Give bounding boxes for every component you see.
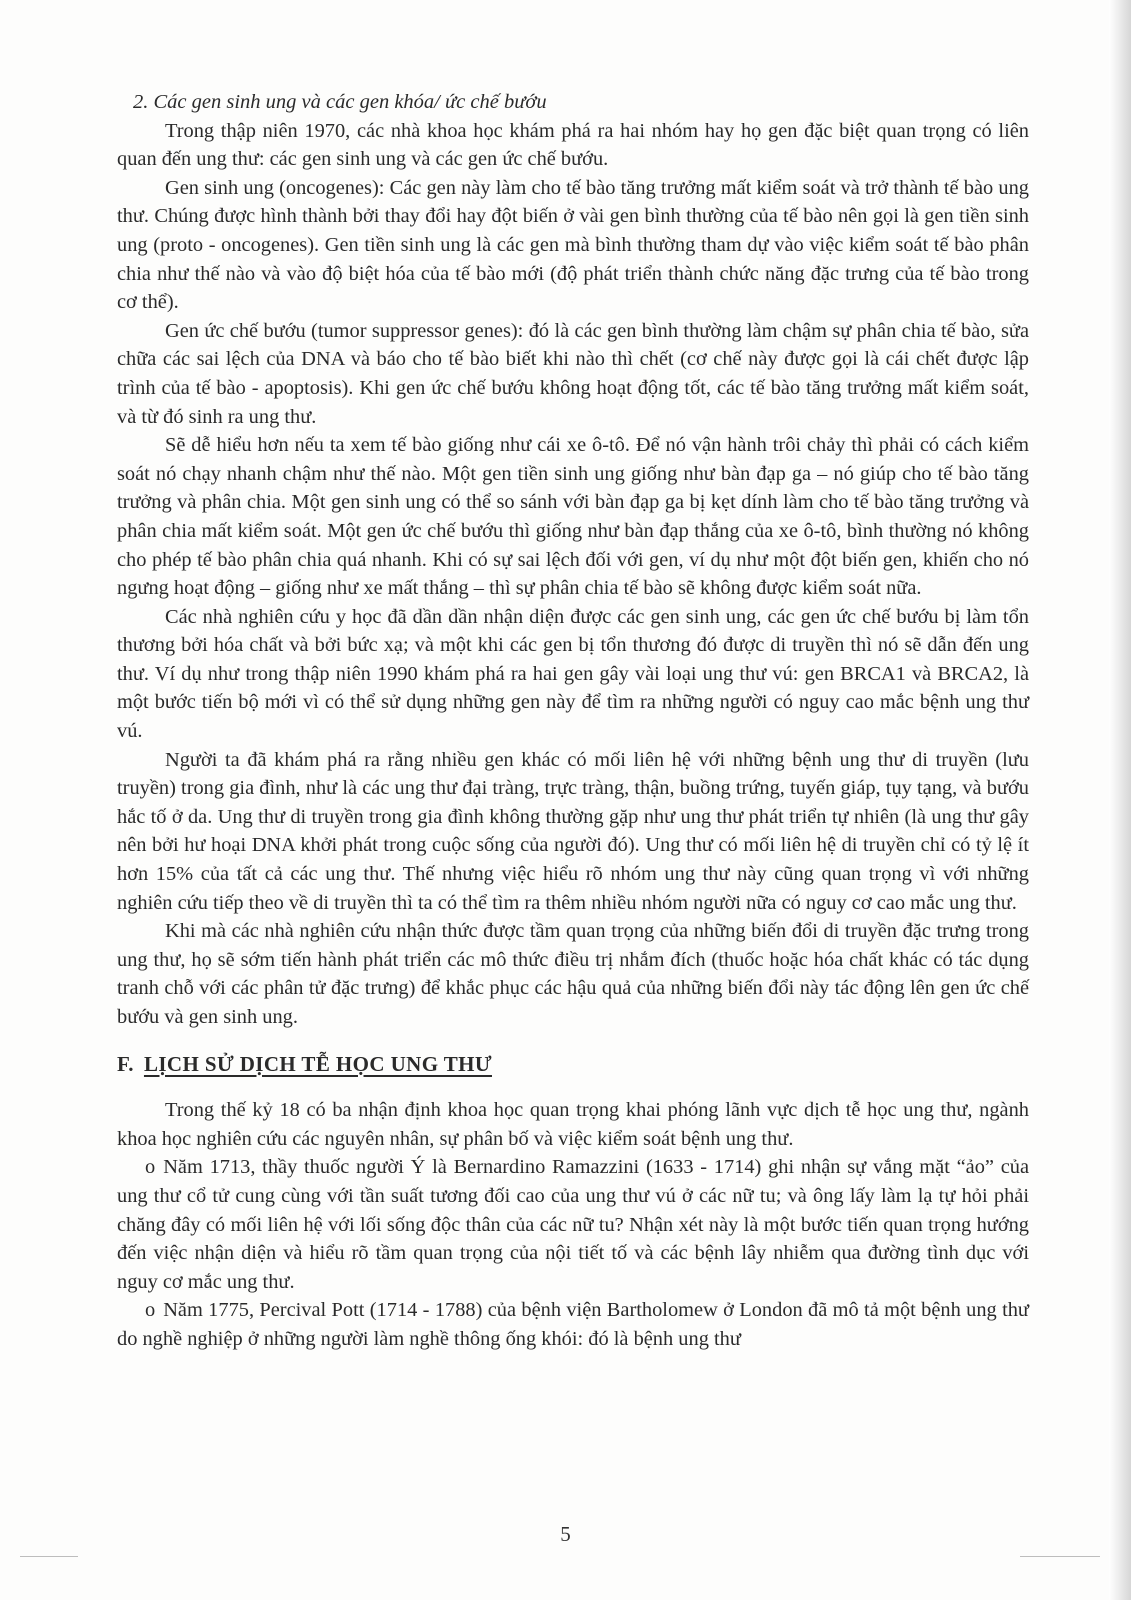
footer-rule (20, 1556, 78, 1557)
paragraph: Sẽ dễ hiểu hơn nếu ta xem tế bào giống như cái xe ô-tô. Để nó vận hành trôi chảy thì phải có cách kiểm soát nó chạy nhanh chậm như thế nào. Một gen tiền sinh ung giống như bàn đạp ga – nó giúp cho tế bào tăng trưởng và phân chia. Một gen sinh ung có thể so sánh với bàn đạp ga bị kẹt dính làm cho tế bào tăng trưởng và phân chia mất kiểm soát. Một gen ức chế bướu thì giống như bàn đạp thắng của xe ô-tô, bình thường nó không cho phép tế bào phân chia quá nhanh. Khi có sự sai lệch đối với gen, ví dụ như một đột biến gen, khiến cho nó ngưng hoạt động – giống như xe mất thắng – thì sự phân chia tế bào sẽ không được kiểm soát nữa. (117, 434, 1029, 600)
section-letter: F. (117, 1051, 134, 1076)
paragraph: Trong thập niên 1970, các nhà khoa học khám phá ra hai nhóm hay họ gen đặc biệt quan trọng có liên quan đến ung thư: các gen sinh ung và các gen ức chế bướu. (117, 119, 1029, 171)
bullet-item (117, 1296, 1029, 1353)
subsection-title: 2. Các gen sinh ung và các gen khóa/ ức chế bướu (133, 91, 547, 113)
section-heading (117, 1050, 1029, 1079)
bullet-mark: o (145, 1156, 156, 1179)
paragraph: Các nhà nghiên cứu y học đã dần dần nhận diện được các gen sinh ung, các gen ức chế bướu bị làm tổn thương bởi hóa chất và bởi bức xạ; và một khi các gen bị tổn thương đó được di truyền thì nó sẽ dẫn đến ung thư. Ví dụ như trong thập niên 1990 khám phá ra hai gen gây vài loại ung thư vú: gen BRCA1 và BRCA2, là một bước tiến bộ mới vì có thể sử dụng những gen này để tìm ra những người có nguy cao mắc bệnh ung thư vú. (117, 605, 1029, 743)
page-edge-shadow (1109, 0, 1131, 1600)
paragraph: Người ta đã khám phá ra rằng nhiều gen khác có mối liên hệ với những bệnh ung thư di truyền (lưu truyền) trong gia đình, như là các ung thư đại tràng, trực tràng, thận, buồng trứng, tuyến giáp, tụy tạng, và bướu hắc tố ở da. Ung thư di truyền trong gia đình không thường gặp như ung thư phát triển tự nhiên (là ung thư gây nên bởi hư hoại DNA khởi phát trong cuộc sống của người đó). Ung thư có mối liên hệ di truyền chỉ có tỷ lệ ít hơn 15% của tất cả các ung thư. Thế nhưng việc hiểu rõ nhóm ung thư này cũng quan trọng vì với những nghiên cứu tiếp theo về di truyền thì ta có thể tìm ra thêm nhiều nhóm người nữa có nguy cơ cao mắc ung thư. (117, 748, 1029, 914)
paragraph: Khi mà các nhà nghiên cứu nhận thức được tầm quan trọng của những biến đổi di truyền đặc trưng trong ung thư, họ sẽ sớm tiến hành phát triển các mô thức điều trị nhắm đích (thuốc hoặc hóa chất khác có tác dụng tranh chỗ với các phân tử đặc trưng) để khắc phục các hậu quả của những biến đổi này tác động lên gen ức chế bướu và gen sinh ung. (117, 920, 1029, 1028)
bullet-text: Năm 1713, thầy thuốc người Ý là Bernardino Ramazzini (1633 - 1714) ghi nhận sự vắng mặt “ảo” của ung thư cổ tử cung cùng với tần suất tương đối cao của ung thư vú ở các nữ tu; và ông lấy làm lạ tự hỏi phải chăng đây có mối liên hệ với lối sống độc thân của các nữ tu? Nhận xét này là một bước tiến quan trọng hướng đến việc nhận diện và hiểu rõ tầm quan trọng của nội tiết tố và các bệnh lây nhiễm qua đường tình dục với nguy cơ mắc ung thư. (117, 1156, 1029, 1293)
bullet-mark: o (145, 1299, 156, 1322)
bullet-item (117, 1153, 1029, 1296)
page-content (117, 88, 1029, 1354)
section-intro: Trong thế kỷ 18 có ba nhận định khoa học quan trọng khai phóng lãnh vực dịch tễ học ung thư, ngành khoa học nghiên cứu các nguyên nhân, sự phân bố và việc kiểm soát bệnh ung thư. (117, 1099, 1029, 1150)
paragraph: Gen ức chế bướu (tumor suppressor genes): đó là các gen bình thường làm chậm sự phân chia tế bào, sửa chữa các sai lệch của DNA và báo cho tế bào biết khi nào thì chết (cơ chế này được gọi là cái chết được lập trình của tế bào - apoptosis). Khi gen ức chế bướu không hoạt động tốt, các tế bào tăng trưởng mất kiểm soát, và từ đó sinh ra ung thư. (117, 319, 1029, 428)
paragraph: Gen sinh ung (oncogenes): Các gen này làm cho tế bào tăng trưởng mất kiểm soát và trở thành tế bào ung thư. Chúng được hình thành bởi thay đổi hay đột biến ở vài gen bình thường của tế bào nên gọi là gen tiền sinh ung (proto - oncogenes). Gen tiền sinh ung là các gen mà bình thường tham dự vào việc kiểm soát tế bào phân chia như thế nào và vào độ biệt hóa của tế bào mới (độ phát triển thành chức năng đặc trưng của tế bào trong cơ thể). (117, 176, 1029, 314)
page-number: 5 (560, 1522, 571, 1546)
section-title: LỊCH SỬ DỊCH TỄ HỌC UNG THƯ (143, 1051, 492, 1076)
footer-rule (1020, 1556, 1100, 1557)
bullet-text: Năm 1775, Percival Pott (1714 - 1788) của bệnh viện Bartholomew ở London đã mô tả một bệnh ung thư do nghề nghiệp ở những người làm nghề thông ống khói: đó là bệnh ung thư (117, 1299, 1029, 1350)
